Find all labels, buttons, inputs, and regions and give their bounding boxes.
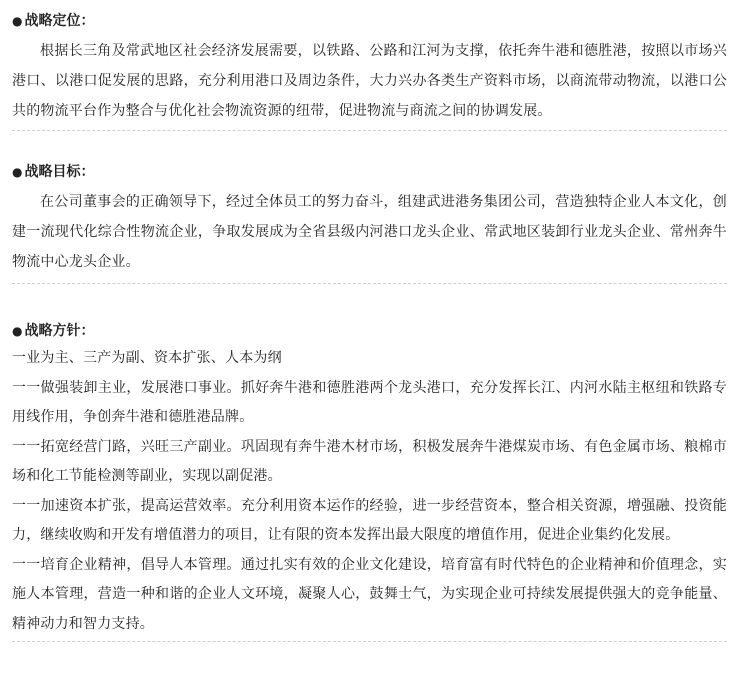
- bullet-icon: ●: [12, 14, 23, 28]
- guideline-item: 一一做强装卸主业，发展港口事业。抓好奔牛港和德胜港两个龙头港口，充分发挥长江、内河水陆主枢纽和铁路专用线作用，争创奔牛港和德胜港品牌。: [12, 379, 727, 425]
- guideline-item: 一一加速资本扩张，提高运营效率。充分利用资本运作的经验，进一步经营资本，整合相关资源，增强融、投资能力，继续收购和开发有增值潜力的项目，让有限的资本发挥出最大限度的增值作用，促进企业集约化发展。: [12, 497, 727, 543]
- section-title: [12, 163, 727, 181]
- section-title: [12, 322, 727, 340]
- section-divider: [12, 641, 727, 642]
- section-title-text: 战略目标：: [24, 164, 95, 180]
- section-paragraph: 根据长三角及常武地区社会经济发展需要，以铁路、公路和江河为支撑，依托奔牛港和德胜港，按照以市场兴港口、以港口促发展的思路，充分利用港口及周边条件，大力兴办各类生产资料市场，以商流带动物流，以港口公共的物流平台作为整合与优化社会物流资源的纽带，促进物流与商流之间的协调发展。: [12, 43, 727, 119]
- section-paragraph: 在公司董事会的正确领导下，经过全体员工的努力奋斗，组建武进港务集团公司，营造独特企业人本文化，创建一流现代化综合性物流企业，争取发展成为全省县级内河港口龙头企业、常武地区装卸行业龙头企业、常州奔牛物流中心龙头企业。: [12, 194, 727, 270]
- section-strategic-guidelines: [12, 284, 727, 642]
- guideline-item: 一一拓宽经营门路，兴旺三产副业。巩固现有奔牛港木材市场，积极发展奔牛港煤炭市场、有色金属市场、粮棉市场和化工节能检测等副业，实现以副促港。: [12, 438, 727, 484]
- section-title-text: 战略定位：: [24, 13, 95, 29]
- bullet-icon: ●: [12, 324, 23, 338]
- section-title: [12, 12, 727, 30]
- guideline-list: [12, 344, 727, 639]
- bullet-icon: ●: [12, 165, 23, 179]
- section-strategic-positioning: [12, 0, 727, 131]
- guideline-item: 一一培育企业精神，倡导人本管理。通过扎实有效的企业文化建设，培育富有时代特色的企业精神和价值理念，实施人本管理，营造一种和谐的企业人文环境，凝聚人心，鼓舞士气，为实现企业可持续发展提供强大的竞争能量、精神动力和智力支持。: [12, 556, 727, 632]
- guideline-summary: 一业为主、三产为副、资本扩张、人本为纲: [12, 350, 282, 366]
- section-title-text: 战略方针：: [24, 323, 95, 339]
- section-strategic-goals: [12, 131, 727, 284]
